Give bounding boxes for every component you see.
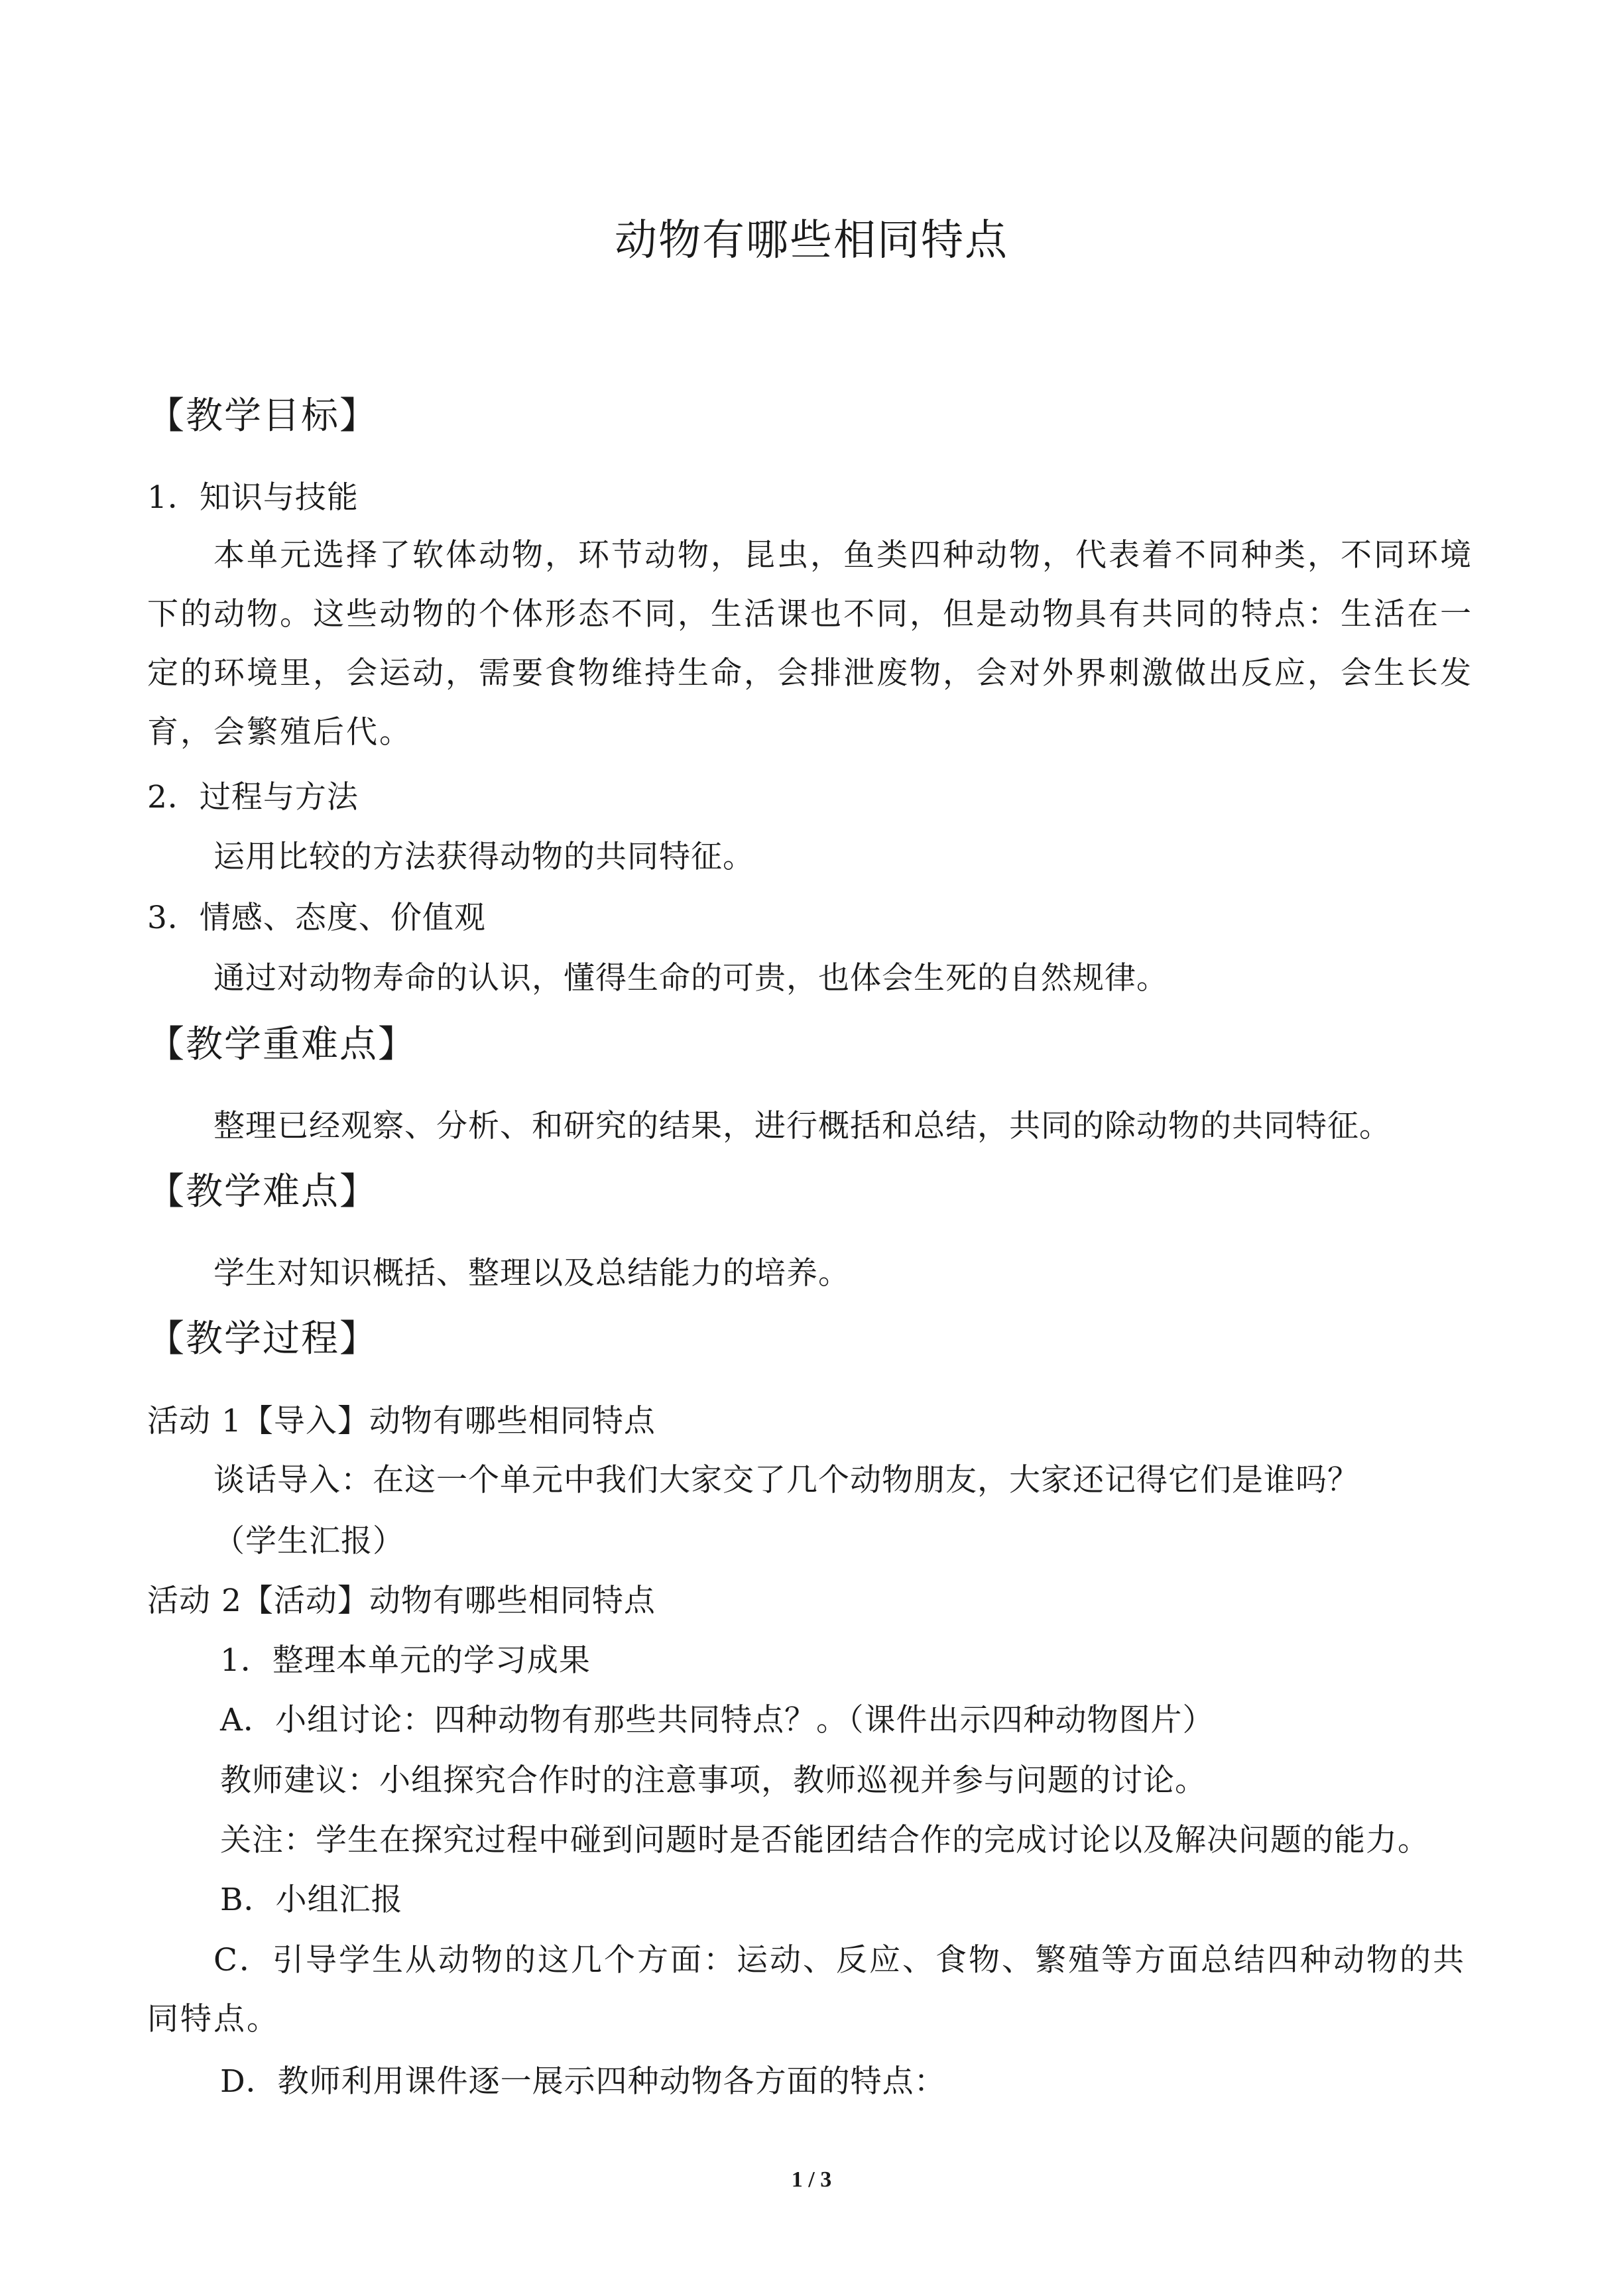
key-points-text: 整理已经观察、分析、和研究的结果，进行概括和总结，共同的除动物的共同特征。	[213, 1108, 1391, 1144]
goal-2-text: 运用比较的方法获得动物的共同特征。	[213, 839, 754, 875]
step-b: B．小组汇报	[220, 1882, 403, 1918]
attention-note: 关注：学生在探究过程中碰到问题时是否能团结合作的完成讨论以及解决问题的能力。	[220, 1822, 1429, 1858]
heading-key-points: 【教学重难点】	[147, 1023, 416, 1066]
difficulties-text: 学生对知识概括、整理以及总结能力的培养。	[213, 1255, 850, 1292]
activity-1-title: 活动 1【导入】动物有哪些相同特点	[147, 1403, 656, 1439]
activity-2-title: 活动 2【活动】动物有哪些相同特点	[147, 1583, 656, 1619]
goal-1-text: 本单元选择了软体动物，环节动物，昆虫，鱼类四种动物，代表着不同种类，不同环境下的动物。这些动物的个体形态不同，生活课也不同，但是动物具有共同的特点：生活在一定的环境里，会运动，需要食物维持生命，会排泄废物，会对外界刺激做出反应，会生长发育，会繁殖后代。	[147, 537, 1473, 751]
step-c: C．引导学生从动物的这几个方面：运动、反应、食物、繁殖等方面总结四种动物的共同特点。	[147, 1942, 1466, 2037]
goal-2-title: 2．过程与方法	[147, 779, 359, 816]
heading-difficulties: 【教学难点】	[147, 1170, 378, 1213]
goal-3-title: 3．情感、态度、价值观	[147, 900, 486, 936]
step-1: 1．整理本单元的学习成果	[220, 1642, 591, 1679]
page-number: 1 / 3	[791, 2167, 832, 2192]
goal-1-title: 1．知识与技能	[147, 479, 359, 516]
page-title: 动物有哪些相同特点	[615, 216, 1008, 265]
heading-teaching-process: 【教学过程】	[147, 1317, 378, 1360]
goal-3-text: 通过对动物寿命的认识，懂得生命的可贵，也体会生死的自然规律。	[213, 960, 1168, 997]
activity-1-line-2: （学生汇报）	[213, 1523, 404, 1559]
teacher-suggestion: 教师建议：小组探究合作时的注意事项，教师巡视并参与问题的讨论。	[220, 1762, 1207, 1799]
step-d: D．教师利用课件逐一展示四种动物各方面的特点：	[220, 2063, 946, 2100]
activity-1-line-1: 谈话导入：在这一个单元中我们大家交了几个动物朋友，大家还记得它们是谁吗？	[213, 1462, 1359, 1498]
step-a: A．小组讨论：四种动物有那些共同特点？。（课件出示四种动物图片）	[220, 1702, 1215, 1738]
heading-teaching-goals: 【教学目标】	[147, 394, 378, 438]
